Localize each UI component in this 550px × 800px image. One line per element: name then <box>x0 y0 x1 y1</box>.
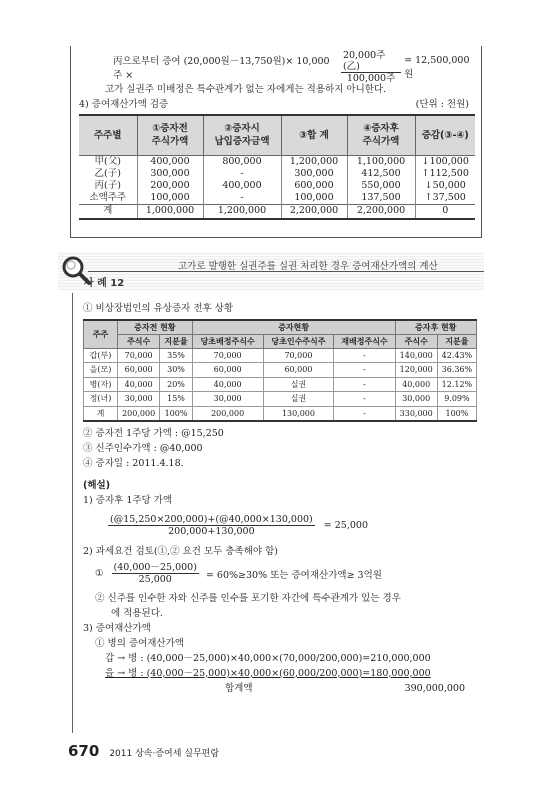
table-cell: 2,200,000 <box>347 204 415 219</box>
table-cell: 400,000 <box>203 180 281 192</box>
table-cell: 30,000 <box>118 392 160 407</box>
table-cell: 70,000 <box>263 348 334 363</box>
table-header-row <box>79 115 475 155</box>
table-cell: 100% <box>437 406 476 421</box>
table-cell: 1,000,000 <box>137 204 203 219</box>
table-cell: 330,000 <box>395 406 437 421</box>
page-number: 670 <box>68 742 100 760</box>
table-cell: 20% <box>160 377 192 392</box>
table-cell: 15% <box>160 392 192 407</box>
table-row <box>79 180 475 192</box>
table-row <box>79 192 475 205</box>
table-cell: 12.12% <box>437 377 476 392</box>
table-cell: 2,200,000 <box>281 204 347 219</box>
table-cell: 병(자) <box>84 377 118 392</box>
item-4: ④ 증자일 : 2011.4.18. <box>83 457 184 469</box>
tax-requirement-formula <box>95 559 477 589</box>
table-cell: 36.36% <box>437 363 476 378</box>
table-cell: 40,000 <box>192 377 263 392</box>
table-cell: 42.43% <box>437 348 476 363</box>
case-label: 사 례 12 <box>84 278 125 289</box>
formula-mark: ① <box>95 568 104 579</box>
formula-fraction <box>341 50 401 84</box>
table-cell: 1,200,000 <box>281 155 347 168</box>
table-cell: 400,000 <box>137 155 203 168</box>
table-total-row <box>79 204 475 219</box>
table-row <box>84 363 477 378</box>
header-cell: ④증자후 주식가액 <box>347 115 415 155</box>
page-footer <box>68 742 219 760</box>
table-cell: 550,000 <box>347 180 415 192</box>
table-cell: - <box>203 168 281 180</box>
formula-result: = 12,500,000원 <box>404 54 470 80</box>
header-cell: 주주 <box>84 320 118 348</box>
table-cell: 30,000 <box>192 392 263 407</box>
table-cell: 0 <box>415 204 475 219</box>
section-heading-row <box>79 97 475 112</box>
header-cell: 증자현황 <box>192 320 395 334</box>
verification-table <box>79 114 475 220</box>
formula-numerator: (40,000－25,000) <box>113 562 197 573</box>
table-cell: 600,000 <box>281 180 347 192</box>
table-cell: 70,000 <box>118 348 160 363</box>
formula-lead: 丙으로부터 증여 (20,000원－13,750원)× 10,000주 × <box>113 56 330 81</box>
table-cell: 200,000 <box>192 406 263 421</box>
total-row <box>105 681 465 696</box>
table-row <box>84 392 477 407</box>
table-cell: 200,000 <box>118 406 160 421</box>
solution-3-a: ① 병의 증여재산가액 <box>95 637 184 649</box>
header-cell: 당초배정주식수 <box>192 334 263 348</box>
header-cell: ②증자시 납입증자금액 <box>203 115 281 155</box>
table-row <box>84 348 477 363</box>
header-cell: 당초인수주식주 <box>263 334 334 348</box>
header-cell: 주식수 <box>395 334 437 348</box>
item-1: ① 비상장법인의 유상증자 전후 상황 <box>83 303 234 314</box>
header-cell: ①증자전 주식가액 <box>137 115 203 155</box>
header-cell: 지분율 <box>160 334 192 348</box>
table-cell: 100% <box>160 406 192 421</box>
total-label: 합계액 <box>225 682 253 694</box>
header-cell: 증자후 현황 <box>395 320 476 334</box>
table-cell: 60,000 <box>118 363 160 378</box>
table-cell: 계 <box>84 406 118 421</box>
table-cell: 乙(子) <box>79 168 137 180</box>
footer-text: 2011 상속·증여세 실무편람 <box>109 749 220 759</box>
table-cell: - <box>334 348 395 363</box>
formula-numerator: (@15,250×200,000)+(@40,000×130,000) <box>110 514 313 525</box>
header-cell: 주식수 <box>118 334 160 348</box>
calc-line-2: 을 → 병 : (40,000－25,000)×40,000×(60,000/200,000)=180,000,000 <box>105 667 431 679</box>
formula-denominator: 100,000주 <box>346 73 396 84</box>
formula-fraction <box>108 514 315 537</box>
table-cell: 30% <box>160 363 192 378</box>
table-group-header-row <box>84 320 477 334</box>
header-cell: 증자전 현황 <box>118 320 193 334</box>
table-cell: 실권 <box>263 377 334 392</box>
post-increase-price-formula <box>105 508 477 544</box>
table-cell: 130,000 <box>263 406 334 421</box>
table-cell: 1,100,000 <box>347 155 415 168</box>
solution-title: (해설) <box>83 479 111 491</box>
table-cell: - <box>334 377 395 392</box>
table-cell: 소액주주 <box>79 192 137 205</box>
calc-line-1: 갑 → 병 : (40,000－25,000)×40,000×(70,000/200,000)=210,000,000 <box>105 652 431 664</box>
unit-label: (단위 : 천원) <box>415 99 469 110</box>
table-cell: 300,000 <box>137 168 203 180</box>
table-cell: 정(녀) <box>84 392 118 407</box>
table-cell: 300,000 <box>281 168 347 180</box>
table-cell: 1,200,000 <box>203 204 281 219</box>
table-cell: 실권 <box>263 392 334 407</box>
gift-formula <box>113 52 475 82</box>
solution-3: 3) 증여재산가액 <box>83 622 151 634</box>
capital-increase-table <box>83 319 477 422</box>
table-cell: 100,000 <box>281 192 347 205</box>
table-cell: 계 <box>79 204 137 219</box>
table-cell: - <box>334 363 395 378</box>
note-text: 고가 실권주 미배정은 특수관계가 없는 자에게는 적용하지 아니한다. <box>105 84 387 95</box>
table-sub-header-row <box>84 334 477 348</box>
header-cell: 재배정주식수 <box>334 334 395 348</box>
table-cell: 35% <box>160 348 192 363</box>
table-cell: 120,000 <box>395 363 437 378</box>
header-cell: ③합 계 <box>281 115 347 155</box>
formula-result: = 60%≥30% 또는 증여재산가액≥ 3억원 <box>205 569 382 581</box>
formula-numerator: 20,000주(乙) <box>341 50 401 73</box>
item-3: ③ 신주인수가액 : @40,000 <box>83 442 203 454</box>
table-cell: ↓50,000 <box>415 180 475 192</box>
table-cell: 412,500 <box>347 168 415 180</box>
table-cell: 137,500 <box>347 192 415 205</box>
total-value: 390,000,000 <box>404 682 465 694</box>
table-cell: 100,000 <box>137 192 203 205</box>
table-cell: ↓100,000 <box>415 155 475 168</box>
continuation-box <box>70 46 482 238</box>
formula-denominator: 25,000 <box>138 574 172 585</box>
header-cell: 주주별 <box>79 115 137 155</box>
header-cell: 지분율 <box>437 334 476 348</box>
table-cell: 60,000 <box>263 363 334 378</box>
table-row <box>79 168 475 180</box>
formula-result: = 25,000 <box>323 520 368 531</box>
table-cell: 갑(부) <box>84 348 118 363</box>
solution-1: 1) 증자후 1주당 가액 <box>83 494 173 506</box>
table-cell: 40,000 <box>395 377 437 392</box>
table-cell: ↑112,500 <box>415 168 475 180</box>
table-cell: 140,000 <box>395 348 437 363</box>
table-cell: 을(모) <box>84 363 118 378</box>
table-cell: 30,000 <box>395 392 437 407</box>
table-cell: 70,000 <box>192 348 263 363</box>
table-total-row <box>84 406 477 421</box>
solution-2-note-cont: 에 적용된다. <box>111 607 163 619</box>
table-cell: - <box>334 392 395 407</box>
table-row <box>79 155 475 168</box>
table-cell: 丙(子) <box>79 180 137 192</box>
table-cell: 9.09% <box>437 392 476 407</box>
case-body <box>72 293 483 733</box>
table-cell: - <box>334 406 395 421</box>
formula-fraction <box>112 562 199 585</box>
table-cell: - <box>203 192 281 205</box>
table-cell: 甲(父) <box>79 155 137 168</box>
table-cell: 200,000 <box>137 180 203 192</box>
formula-denominator: 200,000+130,000 <box>168 526 255 537</box>
table-cell: ↑37,500 <box>415 192 475 205</box>
solution-2-note: ② 신주를 인수한 자와 신주를 인수를 포기한 자간에 특수관계가 있는 경우 <box>95 592 401 604</box>
solution-2: 2) 과세요건 검토(①,② 요건 모두 충족해야 함) <box>83 545 278 557</box>
table-cell: 800,000 <box>203 155 281 168</box>
item-2: ② 증자전 1주당 가액 : @15,250 <box>83 427 224 439</box>
case-banner <box>58 252 484 290</box>
header-cell: 증감(③-④) <box>415 115 475 155</box>
case-title: 고가로 발행한 실권주를 실권 처리한 경우 증여재산가액의 계산 <box>178 261 438 272</box>
table-cell: 60,000 <box>192 363 263 378</box>
table-row <box>84 377 477 392</box>
section-title: 4) 증여재산가액 검증 <box>79 99 169 110</box>
table-cell: 40,000 <box>118 377 160 392</box>
